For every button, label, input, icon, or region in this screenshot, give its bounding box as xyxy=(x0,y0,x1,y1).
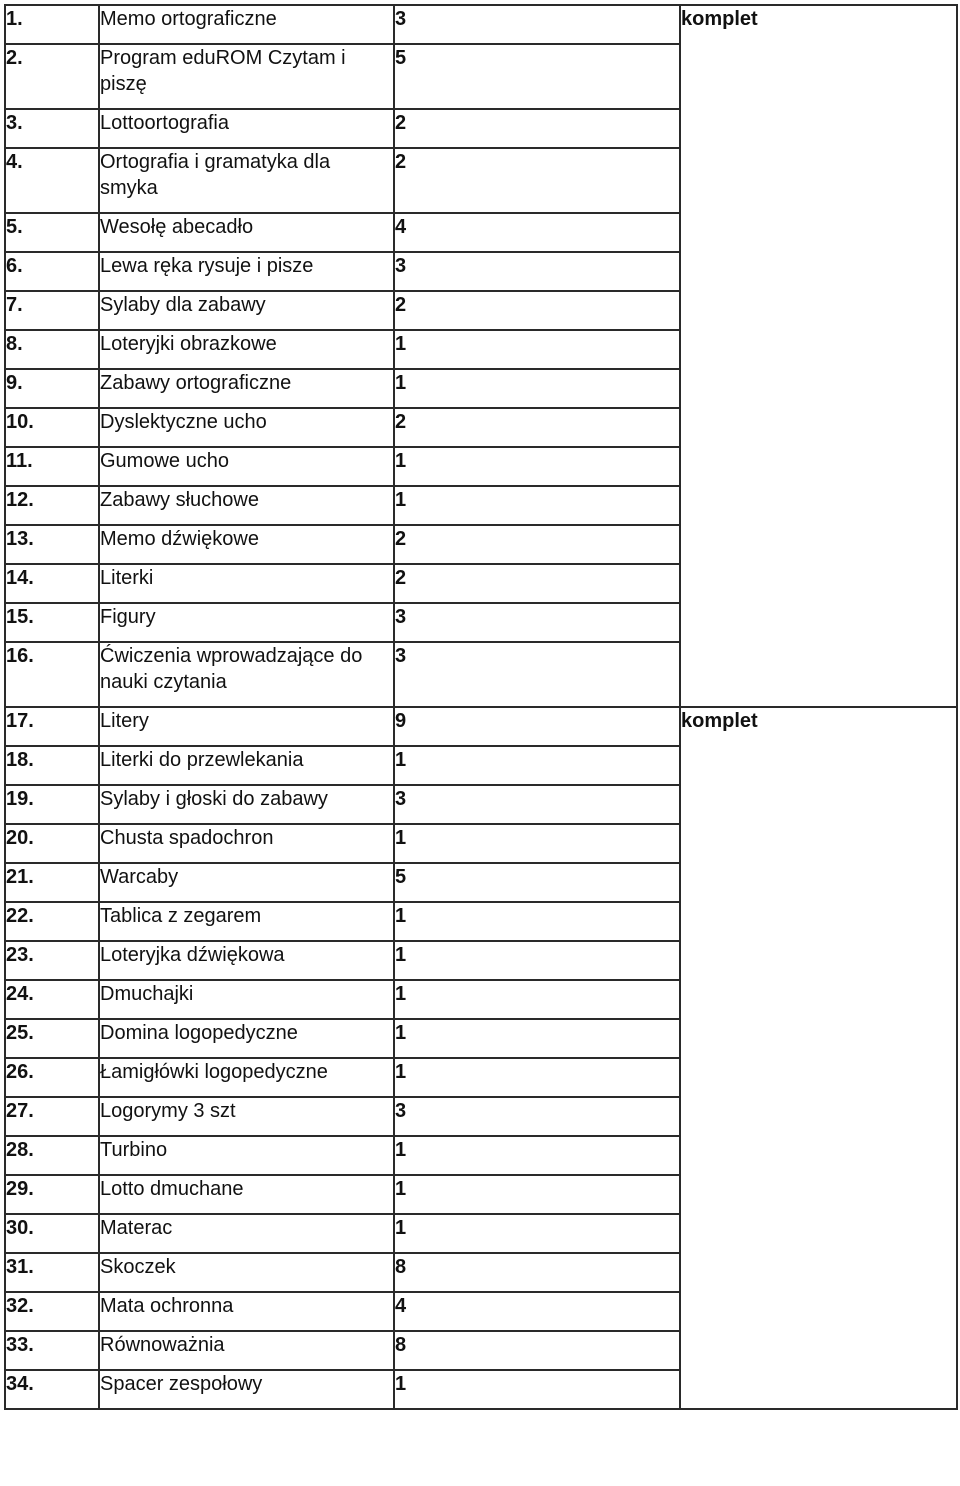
item-quantity: 8 xyxy=(394,1331,680,1370)
row-number: 9. xyxy=(5,369,99,408)
item-quantity: 8 xyxy=(394,1253,680,1292)
item-quantity: 3 xyxy=(394,785,680,824)
item-quantity: 5 xyxy=(394,44,680,109)
item-quantity: 1 xyxy=(394,902,680,941)
item-quantity: 2 xyxy=(394,109,680,148)
item-quantity: 2 xyxy=(394,564,680,603)
item-name: Figury xyxy=(99,603,394,642)
row-number: 27. xyxy=(5,1097,99,1136)
row-number: 28. xyxy=(5,1136,99,1175)
item-name: Literki xyxy=(99,564,394,603)
row-number: 4. xyxy=(5,148,99,213)
item-quantity: 1 xyxy=(394,1058,680,1097)
row-number: 24. xyxy=(5,980,99,1019)
item-name: Dyslektyczne ucho xyxy=(99,408,394,447)
item-quantity: 1 xyxy=(394,1175,680,1214)
item-quantity: 2 xyxy=(394,525,680,564)
item-name: Zabawy słuchowe xyxy=(99,486,394,525)
row-number: 17. xyxy=(5,707,99,746)
item-name: Sylaby dla zabawy xyxy=(99,291,394,330)
row-number: 7. xyxy=(5,291,99,330)
item-name: Logorymy 3 szt xyxy=(99,1097,394,1136)
row-number: 5. xyxy=(5,213,99,252)
item-name: Sylaby i głoski do zabawy xyxy=(99,785,394,824)
item-name: Lottoortografia xyxy=(99,109,394,148)
item-name: Zabawy ortograficzne xyxy=(99,369,394,408)
item-quantity: 4 xyxy=(394,1292,680,1331)
item-name: Program eduROM Czytam i piszę xyxy=(99,44,394,109)
row-number: 16. xyxy=(5,642,99,707)
item-quantity: 1 xyxy=(394,980,680,1019)
item-quantity: 1 xyxy=(394,486,680,525)
item-name: Loteryjki obrazkowe xyxy=(99,330,394,369)
row-number: 23. xyxy=(5,941,99,980)
row-number: 15. xyxy=(5,603,99,642)
row-number: 25. xyxy=(5,1019,99,1058)
item-name: Materac xyxy=(99,1214,394,1253)
item-quantity: 1 xyxy=(394,941,680,980)
table-row xyxy=(5,707,957,746)
row-number: 31. xyxy=(5,1253,99,1292)
item-quantity: 1 xyxy=(394,1136,680,1175)
item-quantity: 9 xyxy=(394,707,680,746)
item-quantity: 3 xyxy=(394,642,680,707)
row-number: 3. xyxy=(5,109,99,148)
item-name: Warcaby xyxy=(99,863,394,902)
item-name: Łamigłówki logopedyczne xyxy=(99,1058,394,1097)
row-number: 34. xyxy=(5,1370,99,1409)
item-name: Literki do przewlekania xyxy=(99,746,394,785)
item-quantity: 3 xyxy=(394,603,680,642)
row-number: 11. xyxy=(5,447,99,486)
item-quantity: 3 xyxy=(394,252,680,291)
row-number: 8. xyxy=(5,330,99,369)
row-number: 29. xyxy=(5,1175,99,1214)
equipment-table xyxy=(4,4,958,1410)
item-name: Skoczek xyxy=(99,1253,394,1292)
item-quantity: 1 xyxy=(394,330,680,369)
row-number: 21. xyxy=(5,863,99,902)
item-quantity: 5 xyxy=(394,863,680,902)
item-quantity: 1 xyxy=(394,1370,680,1409)
item-name: Równoważnia xyxy=(99,1331,394,1370)
row-number: 12. xyxy=(5,486,99,525)
row-number: 2. xyxy=(5,44,99,109)
item-quantity: 2 xyxy=(394,148,680,213)
item-quantity: 2 xyxy=(394,408,680,447)
item-name: Mata ochronna xyxy=(99,1292,394,1331)
row-number: 33. xyxy=(5,1331,99,1370)
item-name: Spacer zespołowy xyxy=(99,1370,394,1409)
item-name: Loteryjka dźwiękowa xyxy=(99,941,394,980)
item-quantity: 1 xyxy=(394,824,680,863)
item-name: Turbino xyxy=(99,1136,394,1175)
equipment-table-body xyxy=(5,5,957,1409)
item-name: Tablica z zegarem xyxy=(99,902,394,941)
row-number: 19. xyxy=(5,785,99,824)
item-quantity: 1 xyxy=(394,1214,680,1253)
item-quantity: 3 xyxy=(394,1097,680,1136)
item-name: Chusta spadochron xyxy=(99,824,394,863)
item-quantity: 1 xyxy=(394,369,680,408)
row-number: 18. xyxy=(5,746,99,785)
item-quantity: 3 xyxy=(394,5,680,44)
table-row xyxy=(5,5,957,44)
row-number: 1. xyxy=(5,5,99,44)
item-name: Wesołę abecadło xyxy=(99,213,394,252)
item-name: Memo ortograficzne xyxy=(99,5,394,44)
item-quantity: 4 xyxy=(394,213,680,252)
item-name: Lotto dmuchane xyxy=(99,1175,394,1214)
row-number: 32. xyxy=(5,1292,99,1331)
row-number: 14. xyxy=(5,564,99,603)
item-name: Lewa ręka rysuje i pisze xyxy=(99,252,394,291)
item-name: Dmuchajki xyxy=(99,980,394,1019)
item-name: Ortografia i gramatyka dla smyka xyxy=(99,148,394,213)
item-name: Ćwiczenia wprowadzające do nauki czytania xyxy=(99,642,394,707)
item-name: Litery xyxy=(99,707,394,746)
row-number: 13. xyxy=(5,525,99,564)
row-number: 22. xyxy=(5,902,99,941)
item-name: Domina logopedyczne xyxy=(99,1019,394,1058)
item-quantity: 2 xyxy=(394,291,680,330)
item-name: Memo dźwiękowe xyxy=(99,525,394,564)
item-name: Gumowe ucho xyxy=(99,447,394,486)
row-number: 10. xyxy=(5,408,99,447)
row-number: 6. xyxy=(5,252,99,291)
item-quantity: 1 xyxy=(394,746,680,785)
row-number: 26. xyxy=(5,1058,99,1097)
note-group-2: komplet xyxy=(680,707,957,1409)
item-quantity: 1 xyxy=(394,447,680,486)
row-number: 30. xyxy=(5,1214,99,1253)
row-number: 20. xyxy=(5,824,99,863)
item-quantity: 1 xyxy=(394,1019,680,1058)
note-group-1: komplet xyxy=(680,5,957,707)
